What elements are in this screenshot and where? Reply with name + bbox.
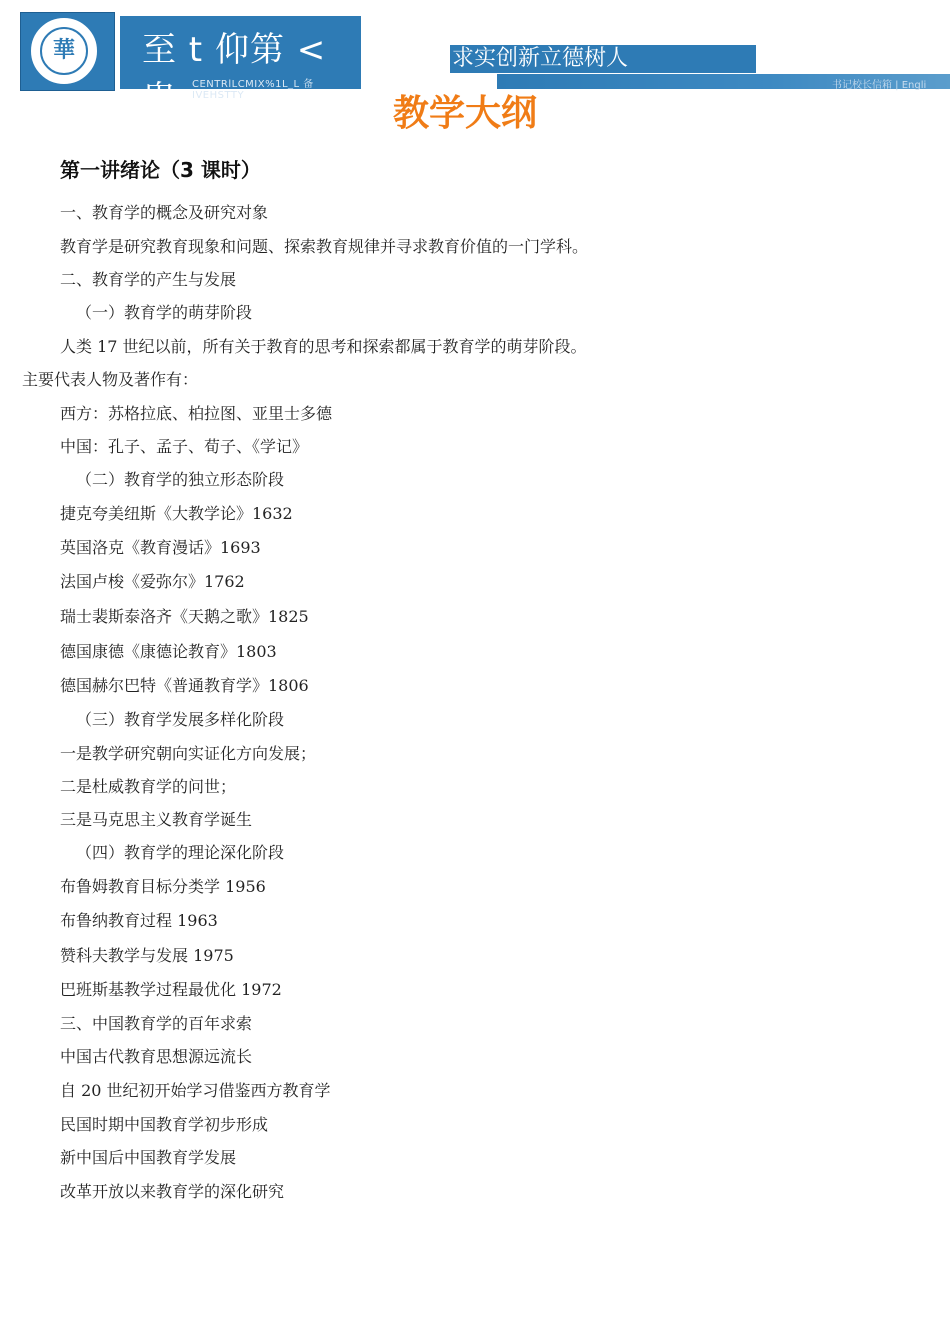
university-name-en: CENTRlLCMIX%1L_L 备 IVEHSTTY <box>192 79 314 101</box>
body-line: 教育学是研究教育现象和问题、探索教育规律并寻求教育价值的一门学科。 <box>60 237 589 256</box>
motto-text: 求实创新立德树人 <box>452 46 629 71</box>
document-title: 教学大纲 <box>392 93 537 134</box>
body-line: （二）教育学的独立形态阶段 <box>76 470 285 489</box>
body-line: 西方：苏格拉底、柏拉图、亚里士多德 <box>60 404 333 423</box>
body-line: （四）教育学的理论深化阶段 <box>76 843 285 862</box>
body-line: 捷克夸美纽斯《大教学论》1632 <box>60 504 293 523</box>
motto-banner <box>450 45 756 73</box>
body-line: 新中国后中国教育学发展 <box>60 1148 237 1167</box>
body-line: 巴班斯基教学过程最优化 1972 <box>60 980 282 999</box>
body-line: 中国：孔子、孟子、荀子、《学记》 <box>60 437 309 456</box>
body-line: 二是杜威教育学的问世； <box>60 777 237 796</box>
body-line: 三是马克思主义教育学诞生 <box>60 810 253 829</box>
logo-seal <box>31 18 97 84</box>
body-line: 一、教育学的概念及研究对象 <box>60 203 269 222</box>
body-line: 德国赫尔巴特《普通教育学》1806 <box>60 676 309 695</box>
body-line: 三、中国教育学的百年求索 <box>60 1014 253 1033</box>
body-line: 德国康德《康德论教育》1803 <box>60 642 277 661</box>
university-logo <box>20 12 115 91</box>
logo-emblem-icon: 華 <box>40 27 88 75</box>
body-line: （三）教育学发展多样化阶段 <box>76 710 285 729</box>
body-line: 布鲁纳教育过程 1963 <box>60 911 218 930</box>
body-line: 二、教育学的产生与发展 <box>60 270 237 289</box>
lecture-title: 第一讲绪论（3 课时） <box>60 158 261 182</box>
body-line: 一是教学研究朝向实证化方向发展； <box>60 744 317 763</box>
header-links: 书记校长信箱 | Engli <box>832 80 927 91</box>
university-name-banner <box>120 16 361 119</box>
body-line: 改革开放以来教育学的深化研究 <box>60 1182 285 1201</box>
body-line: 瑞士裴斯泰洛齐《天鹅之歌》1825 <box>60 607 309 626</box>
body-line: 英国洛克《教育漫话》1693 <box>60 538 261 557</box>
body-line: 主要代表人物及著作有： <box>22 370 199 389</box>
university-name: 至 t 仰第 < 卑 <box>142 30 327 119</box>
body-line: 人类 17 世纪以前，所有关于教育的思考和探索都属于教育学的萌芽阶段。 <box>60 337 587 356</box>
body-line: 布鲁姆教育目标分类学 1956 <box>60 877 266 896</box>
body-line: 民国时期中国教育学初步形成 <box>60 1115 269 1134</box>
body-line: （一）教育学的萌芽阶段 <box>76 303 253 322</box>
body-line: 法国卢梭《爱弥尔》1762 <box>60 572 245 591</box>
body-line: 自 20 世纪初开始学习借鉴西方教育学 <box>60 1081 331 1100</box>
body-line: 赞科夫教学与发展 1975 <box>60 946 234 965</box>
body-line: 中国古代教育思想源远流长 <box>60 1047 253 1066</box>
